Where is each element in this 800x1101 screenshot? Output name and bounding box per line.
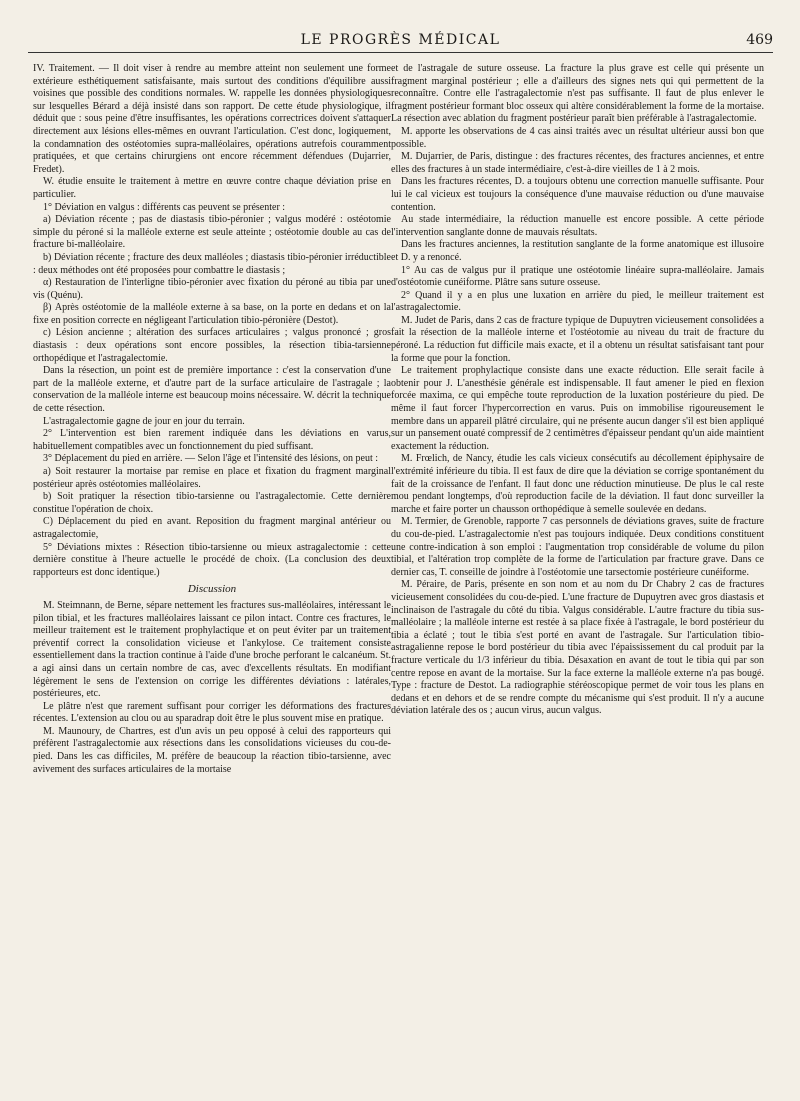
paragraph: b) Soit pratiquer la résection tibio-tarsienne ou l'astragalectomie. Cette dernière constitue l'opération de choix. — [33, 491, 391, 515]
paragraph: 1° Déviation en valgus : différents cas peuvent se présenter : — [43, 201, 286, 213]
paragraph: 2° Quand il y a en plus une luxation en arrière du pied, le meilleur traitement est l'astragalectomie. — [391, 289, 764, 314]
paragraph: M. Péraire, de Paris, présente en son nom et au nom du Dr Chabry 2 cas de fractures vicieusement consolidées du cou-de-pied. L'une fracture de Dupuytren avec gros diastasis et inclinaison de l'astragale du côté du tibia. Valgus considérable. L'autre fracture du tibia sus-malléolaire ; la malléole interne est restée à sa place fixée à l'astragale, le bord postérieur du tibia a éclaté ; tout le tibia s'est porté en avant de l'astragale. Sur l'articulation tibio-astragalienne repose le bord postérieur du tibia avec l'épaississement du cal produit par la fracture verticale du 1/3 inférieur du tibia. Désaxation en avant de tout le tibia qui par son centre repose en avant de la mortaise. Sur la face externe la malléole externe n'a pas bougé. Type : fracture de Destot. La radiographie stéréoscopique permet de voir tous les plans en dedans et en dehors et de se rendre compte du mécanisme qui s'est produit. Il n'y a aucune déviation latérale des os ; aucun virus, aucun valgus. — [391, 579, 764, 717]
paragraph: 5° Déviations mixtes : Résection tibio-tarsienne ou mieux astragalectomie : cette dernière constitue à l'heure actuelle le procédé de choix. (La conclusion des deux rapporteurs est donc identique.) — [33, 541, 391, 578]
paragraph: L'astragalectomie gagne de jour en jour du terrain. — [43, 415, 245, 427]
paragraph: 1° Au cas de valgus pur il pratique une ostéotomie linéaire supra-malléolaire. Jamais d'ostéotomie cunéiforme. Plâtre sans suture osseuse. — [391, 264, 764, 289]
paragraph: M. Judet de Paris, dans 2 cas de fracture typique de Dupuytren vicieusement consolidées a fait la résection de la malléole interne et l'ostéotomie au niveau du trait de fracture du péroné. La réduction fut difficile mais exacte, et il a obtenu un résultat satisfaisant tant pour la forme que pour la fonction. — [391, 314, 764, 364]
paragraph: a) Soit restaurer la mortaise par remise en place et fixation du fragment marginal postérieur après ostéotomies malléolaires. — [33, 466, 391, 490]
left-column — [33, 63, 391, 1088]
paragraph: Dans la résection, un point est de première importance : c'est la conservation d'une part de la malléole externe, et d'autre part de la surface articulaire de l'astragale ; la conservation de la malléole interne est beaucoup moins nécessaire. W. décrit la technique de cette résection. — [33, 365, 391, 415]
paragraph: Le plâtre n'est que rarement suffisant pour corriger les déformations des fractures récentes. L'extension au clou ou au sparadrap doit être le plus souvent mise en pratique. — [33, 700, 391, 725]
paragraph: a) Déviation récente ; pas de diastasis tibio-péronier ; valgus modéré : ostéotomie simple du péroné si la malléole externe est seule atteinte ; ostéotomie double au cas de fracture bi-malléolaire. — [33, 214, 391, 251]
paragraph: 2° L'intervention est bien rarement indiquée dans les déviations en varus, habituellement compatibles avec un fonctionnement du pied suffisant. — [33, 428, 391, 452]
paragraph: Dans les fractures anciennes, la restitution sanglante de la forme anatomique est illusoire et D. y a renoncé. — [391, 239, 764, 263]
paragraph: 3° Déplacement du pied en arrière. — Selon l'âge et l'intensité des lésions, on peut : — [43, 453, 379, 465]
paragraph: Le traitement prophylactique consiste dans une exacte réduction. Elle serait facile à obtenir pour J. L'anesthésie générale est indispensable. Il faut amener le pied en flexion forcée maxima, ce qui empêche toute reproduction de la luxation postérieure du pied. De même il faut forcer l'hypercorrection en varus. Puis on immobilise rigoureusement le membre dans un appareil plâtré circulaire, qui ne présente aucun danger s'il est bien appliqué sur un pansement ouaté compressif de 2 centimètres d'épaisseur pendant qu'un aide maintient exactement la réduction. — [391, 365, 764, 452]
paragraph: M. Termier, de Grenoble, rapporte 7 cas personnels de déviations graves, suite de fracture du cou-de-pied. L'astragalectomie n'est pas toujours indiquée. Deux conditions constituent une contre-indication à son emploi : l'augmentation trop considérable de volume du pilon tibial, et l'altération trop complète de la forme de l'articulation par fracture grave. Dans ce dernier cas, T. conseille de joindre à l'ostéotomie une tarsectomie postérieure cunéiforme. — [391, 516, 764, 578]
paragraph: M. apporte les observations de 4 cas ainsi traités avec un résultat ultérieur aussi bon que possible. — [391, 125, 764, 150]
paragraph: Au stade intermédiaire, la réduction manuelle est encore possible. A cette période l'intervention sanglante donne de mauvais résultats. — [391, 214, 764, 238]
paragraph: M. Steimnann, de Berne, sépare nettement les fractures sus-malléolaires, intéressant le pilon tibial, et les fractures malléolaires laissant ce pilon intact. Contre ces fractures, le meilleur traitement est le traitement prophylactique et on peut éviter par un traitement préventif correct la consolidation vicieuse et l'ankylose. Ce traitement consiste essentiellement dans la traction continue à l'aide d'une broche perforant le calcanéum. St. a agi ainsi dans un certain nombre de cas, avec d'excellents résultats. En modifiant légèrement le sens de l'extension on corrige les différentes déviations : latérales, postérieures, etc. — [33, 599, 391, 700]
paragraph: M. Frœlich, de Nancy, étudie les cals vicieux consécutifs au décollement épiphysaire de l'extrémité inférieure du tibia. Il est faux de dire que la déviation se corrige spontanément du fait de la croissance de l'enfant. Il faut donc une réduction minutieuse. De plus le cal reste mou pendant longtemps, d'où reproduction facile de la déviation. Il faut donc surveiller la marche et faire porter un chausson orthopédique à semelle soulevée en dedans. — [391, 453, 764, 515]
paragraph: IV. Traitement. — Il doit viser à rendre au membre atteint non seulement une forme extérieure esthétiquement satisfaisante, mais surtout des conditions d'équilibre aussi voisines que possible des conditions normales. W. rappelle les données physiologiques sur lesquelles Bérard a déjà insisté dans son rapport. De cette étude physiologique, il déduit que : sous peine d'être insuffisantes, les opérations correctrices doivent s'attaquer directement aux lésions elles-mêmes en ouvrant l'articulation. C'est donc, logiquement, la condamnation des ostéotomies supra-malléolaires, opérations autrefois couramment pratiquées, et que certains chirurgiens ont encore récemment défendues (Dujarrier, Fredet). — [33, 63, 391, 175]
journal-title: LE PROGRÈS MÉDICAL — [300, 32, 501, 48]
paragraph: c) Lésion ancienne ; altération des surfaces articulaires ; valgus prononcé ; gros diastasis : deux opérations sont encore possibles, la résection tibia-tarsienne orthopédique et l'astragalectomie. — [33, 327, 391, 364]
page-number: 469 — [746, 32, 773, 48]
paragraph: β) Après ostéotomie de la malléole externe à sa base, on la porte en dedans et on la fixe en position correcte en négligeant l'articulation tibio-péronière (Destot). — [33, 302, 391, 326]
paragraph: C) Déplacement du pied en avant. Reposition du fragment marginal antérieur ou astragalectomie, — [33, 516, 391, 540]
paragraph: et de l'astragale de suture osseuse. La fracture la plus grave est celle qui présente un fragment marginal postérieur ; elle a d'ailleurs des signes nets qui qui permettent de la reconnaître. Contre elle l'astragalectomie n'est pas suffisante. Il faut de plus enlever le fragment postérieur formant bloc osseux qui altère considérablement la forme de la mortaise. La résection avec ablation du fragment postérieur paraît bien préférable à l'astragalectomie. — [391, 63, 764, 125]
section-heading: Discussion — [187, 583, 237, 596]
paragraph: b) Déviation récente ; fracture des deux malléoles ; diastasis tibio-péronier irréductible : deux méthodes ont été proposées pour combattre le diastasis ; — [33, 251, 391, 276]
running-header — [28, 30, 773, 53]
right-column — [391, 63, 764, 1088]
paragraph: M. Maunoury, de Chartres, est d'un avis un peu opposé à celui des rapporteurs qui préfèrent l'astragalectomie aux résections dans les consolidations vicieuses du cou-de-pied. Dans les cas difficiles, M. préfère de beaucoup la réaction tibio-tarsienne, avec avivement des surfaces articulaires de la mortaise — [33, 725, 391, 775]
paragraph: α) Restauration de l'interligne tibio-péronier avec fixation du péroné au tibia par une vis (Quénu). — [33, 277, 391, 301]
paragraph: Dans les fractures récentes, D. a toujours obtenu une correction manuelle suffisante. Pour lui le cal vicieux est toujours la conséquence d'une mauvaise réduction ou d'une mauvaise contention. — [391, 176, 764, 213]
paragraph: M. Dujarrier, de Paris, distingue : des fractures récentes, des fractures anciennes, et entre elles des fractures à un stade intermédiaire, c'est-à-dire vieilles de 1 à 2 mois. — [391, 151, 764, 175]
paragraph: W. étudie ensuite le traitement à mettre en œuvre contre chaque déviation prise en particulier. — [33, 176, 391, 200]
